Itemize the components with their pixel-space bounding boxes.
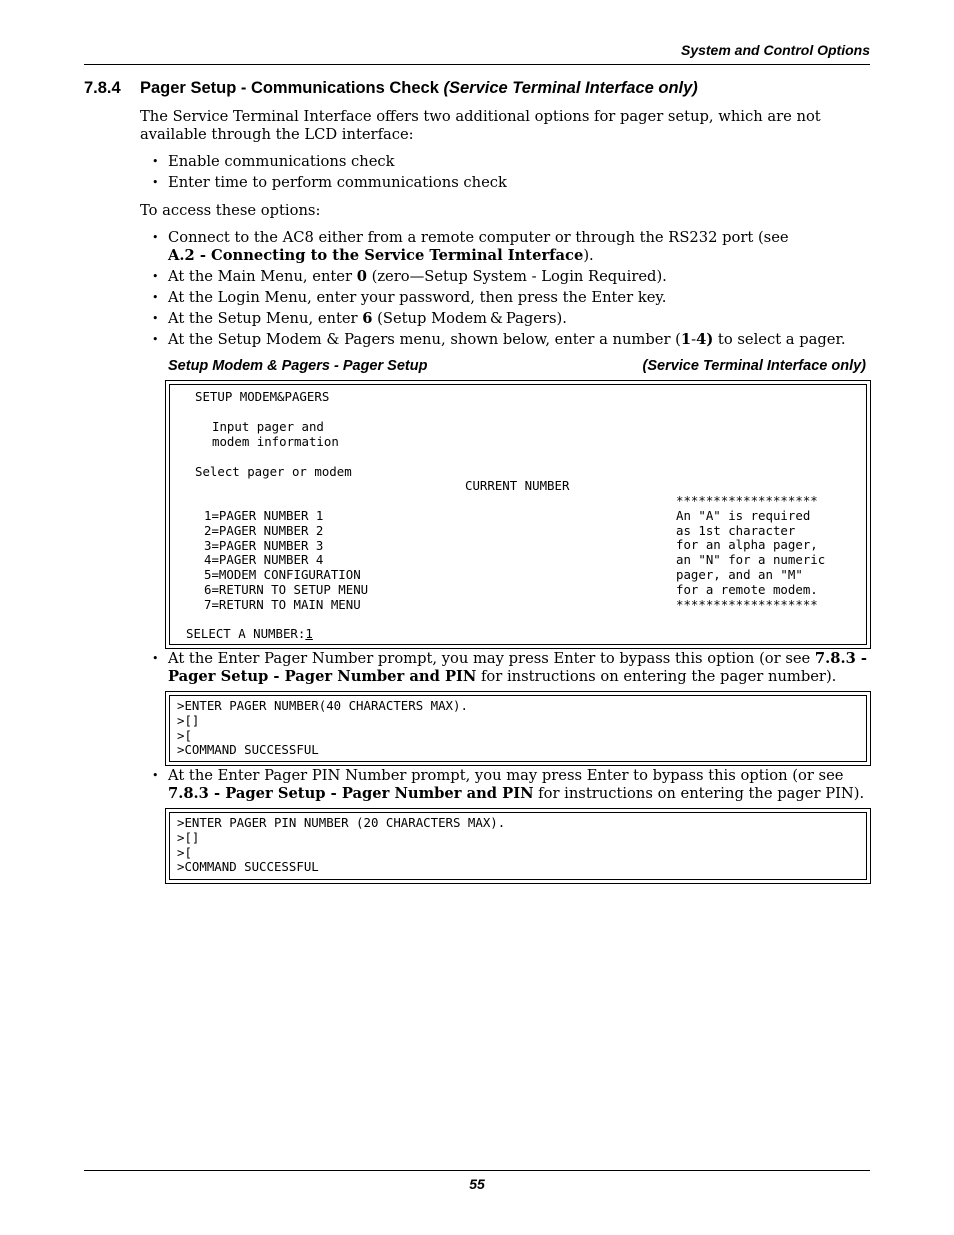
list-item-text: Enable communications check [168, 153, 395, 170]
page-number: 55 [469, 1176, 485, 1192]
section-title-qualifier: (Service Terminal Interface only) [443, 79, 698, 97]
list-item [152, 229, 870, 265]
step-text: ). [583, 247, 594, 264]
access-intro: To access these options: [140, 202, 321, 219]
terminal-menu [204, 509, 368, 613]
step-text: At the Main Menu, enter [168, 268, 357, 285]
terminal-title: SETUP MODEM&PAGERS [195, 389, 330, 404]
section-heading [84, 79, 698, 98]
bullet-icon: • [152, 176, 159, 189]
step-text: Connect to the AC8 either from a remote computer or through the RS232 port (see [168, 229, 789, 246]
note-line: for a remote modem. [676, 581, 818, 597]
terminal-input-line: modem information [212, 434, 339, 449]
step-text: At the Enter Pager PIN Number prompt, you may press Enter to bypass this option (or see [168, 767, 844, 784]
step-text: (Setup Modem & Pagers). [372, 310, 567, 327]
note-line: pager, and an "M" [676, 566, 803, 582]
note-line: as 1st character [676, 522, 796, 538]
terminal-inner-frame [169, 384, 867, 645]
terminal-enter-pager-pin [165, 808, 871, 884]
list-item [152, 310, 870, 328]
bullet-icon: • [152, 231, 159, 244]
note-line: an "N" for a numeric [676, 552, 826, 568]
list-item [152, 153, 870, 171]
pager-number-step [152, 650, 870, 689]
terminal-line: >COMMAND SUCCESSFUL [177, 742, 319, 758]
terminal-line: >[] [177, 712, 200, 728]
step-text: for instructions on entering the pager number). [476, 668, 837, 685]
bullet-icon: • [152, 769, 159, 782]
bullet-icon: • [152, 155, 159, 168]
terminal-line: >[ [177, 727, 192, 743]
key-value: 0 [356, 268, 367, 285]
list-item [152, 767, 870, 803]
bullet-icon: • [152, 333, 159, 346]
note-line: for an alpha pager, [676, 537, 818, 553]
list-item [152, 268, 870, 286]
list-item [152, 289, 870, 307]
step-text: At the Setup Menu, enter [168, 310, 363, 327]
options-list [152, 153, 870, 195]
terminal-select-prompt: Select pager or modem [195, 464, 352, 479]
step-text: for instructions on entering the pager PIN). [533, 785, 865, 802]
list-item-text: Enter time to perform communications check [168, 174, 507, 191]
key-value: 4) [696, 331, 714, 348]
terminal-line: >[ [177, 844, 192, 860]
menu-option: 6=RETURN TO SETUP MENU [204, 581, 369, 597]
menu-option: 4=PAGER NUMBER 4 [204, 552, 324, 568]
key-value: 1 [680, 331, 692, 348]
step-text: At the Enter Pager Number prompt, you may press Enter to bypass this option (or see [168, 650, 815, 667]
figure-caption [168, 358, 866, 374]
terminal-inner-frame [169, 812, 867, 880]
note-line: ******************* [676, 596, 818, 612]
terminal-enter-pager-number [165, 691, 871, 766]
step-text: (zero—Setup System - Login Required). [366, 268, 667, 285]
step-text: At the Login Menu, enter your password, then press the Enter key. [168, 289, 667, 306]
caption-qualifier: (Service Terminal Interface only) [642, 358, 866, 374]
bullet-icon: • [152, 270, 159, 283]
select-value: 1 [305, 626, 313, 641]
pager-pin-step [152, 767, 870, 806]
list-item [152, 650, 870, 686]
terminal-output [177, 816, 505, 875]
step-text: to select a pager. [713, 331, 846, 348]
terminal-input-line: Input pager and [212, 419, 324, 434]
bullet-icon: • [152, 312, 159, 325]
terminal-setup-modem-pagers [165, 380, 871, 649]
list-item [152, 331, 870, 349]
cross-reference: 7.8.3 - Pager Setup - Pager Number and PIN [168, 650, 868, 685]
terminal-note [676, 494, 825, 612]
terminal-line: >ENTER PAGER PIN NUMBER (20 CHARACTERS MAX). [177, 815, 506, 830]
step-text: At the Setup Modem & Pagers menu, shown below, enter a number ( [168, 331, 681, 348]
list-item [152, 174, 870, 192]
bullet-icon: • [152, 652, 159, 665]
footer-rule [84, 1170, 870, 1171]
menu-option: 7=RETURN TO MAIN MENU [204, 596, 361, 612]
caption-title: Setup Modem & Pagers - Pager Setup [168, 358, 428, 374]
steps-list [152, 229, 870, 352]
terminal-current-number: CURRENT NUMBER [465, 478, 570, 493]
section-number: 7.8.4 [84, 79, 121, 97]
menu-option: 2=PAGER NUMBER 2 [204, 522, 324, 538]
terminal-line: >ENTER PAGER NUMBER(40 CHARACTERS MAX). [177, 698, 468, 713]
terminal-select-line [186, 627, 313, 642]
running-header: System and Control Options [680, 42, 870, 58]
menu-option: 1=PAGER NUMBER 1 [204, 508, 324, 523]
menu-option: 3=PAGER NUMBER 3 [204, 537, 324, 553]
header-rule [84, 64, 870, 65]
bullet-icon: • [152, 291, 159, 304]
key-value: 6 [362, 310, 373, 327]
terminal-line: >[] [177, 829, 200, 845]
intro-paragraph: The Service Terminal Interface offers two additional options for pager setup, which are not available through the LCD interface: [140, 108, 821, 143]
cross-reference: 7.8.3 - Pager Setup - Pager Number and PIN [168, 785, 534, 802]
menu-option: 5=MODEM CONFIGURATION [204, 567, 361, 583]
terminal-line: >COMMAND SUCCESSFUL [177, 859, 319, 875]
note-line: ******************* [676, 493, 818, 508]
select-label: SELECT A NUMBER: [186, 626, 306, 641]
section-title: Pager Setup - Communications Check [140, 79, 444, 97]
terminal-output [177, 699, 468, 758]
note-line: An "A" is required [676, 507, 811, 523]
terminal-inner-frame [169, 695, 867, 762]
step-text: - [691, 331, 697, 348]
cross-reference: A.2 - Connecting to the Service Terminal Interface [168, 247, 584, 264]
